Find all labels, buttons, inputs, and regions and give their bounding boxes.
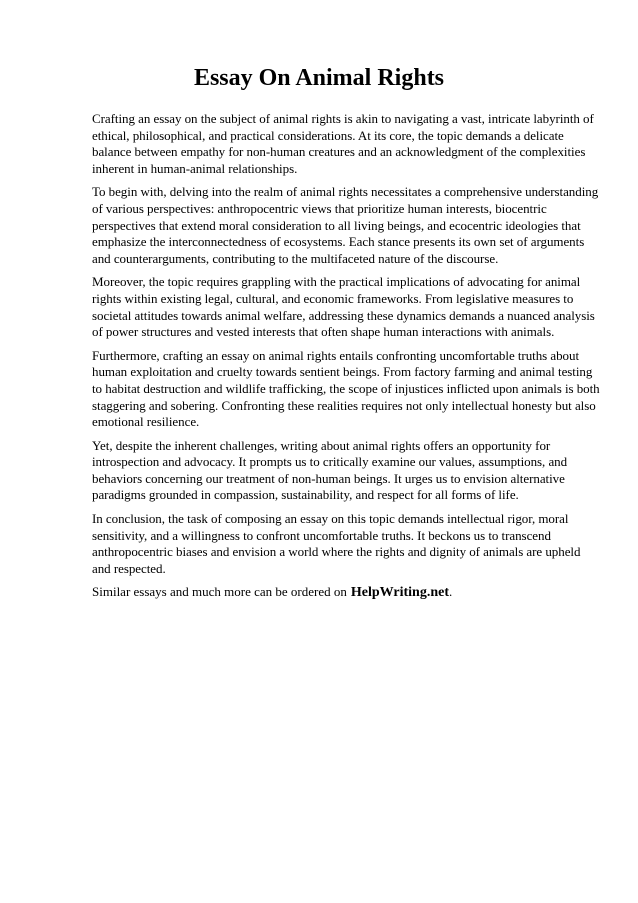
closing-line [92, 584, 600, 602]
paragraph-intro: Crafting an essay on the subject of animal rights is akin to navigating a vast, intricate labyrinth of ethical, philosophical, and practical considerations. At its core, the topic demands a delicate balance between empathy for non-human creatures and an acknowledgment of the complexities inherent in human-animal relationships. [92, 111, 594, 176]
document-title: Essay On Animal Rights [193, 65, 445, 91]
paragraph-opportunity: Yet, despite the inherent challenges, writing about animal rights offers an opportunity for introspection and advocacy. It prompts us to critically examine our values, assumptions, and behaviors concerning our treatment of non-human beings. It urges us to envision alternative paradigms grounded in compassion, sustainability, and respect for all forms of life. [92, 437, 568, 503]
closing-period: . [449, 584, 453, 600]
paragraph-truths: Furthermore, crafting an essay on animal rights entails confronting uncomfortable truths about human exploitation and cruelty towards sentient beings. From factory farming and animal testing to habitat destruction and wildlife trafficking, the scope of injustices inflicted upon animals is both staggering and sobering. Confronting these realities requires not only intellectual honesty but also emotional resilience. [92, 347, 600, 430]
closing-text: Similar essays and much more can be ordered on [92, 584, 347, 600]
paragraph-perspectives: To begin with, delving into the realm of animal rights necessitates a comprehensive understanding of various perspectives: anthropocentric views that prioritize human interests, biocentric perspectives that extend moral consideration to all living beings, and ecocentric ideologies that emphasize the interconnectedness of ecosystems. Each stance presents its own set of arguments and counterarguments, contributing to the multifaceted nature of the discourse. [92, 184, 599, 266]
paragraph-practical: Moreover, the topic requires grappling with the practical implications of advocating for animal rights within existing legal, cultural, and economic frameworks. From legislative measures to societal attitudes towards animal welfare, addressing these dynamics demands a nuanced analysis of power structures and vested interests that often shape human interactions with animals. [92, 274, 595, 340]
paragraph-conclusion: In conclusion, the task of composing an essay on this topic demands intellectual rigor, moral sensitivity, and a willingness to confront uncomfortable truths. It beckons us to transcend anthropocentric biases and envision a world where the rights and dignity of animals are upheld and respected. [92, 511, 581, 576]
helpwriting-link[interactable]: HelpWriting.net [350, 585, 450, 601]
